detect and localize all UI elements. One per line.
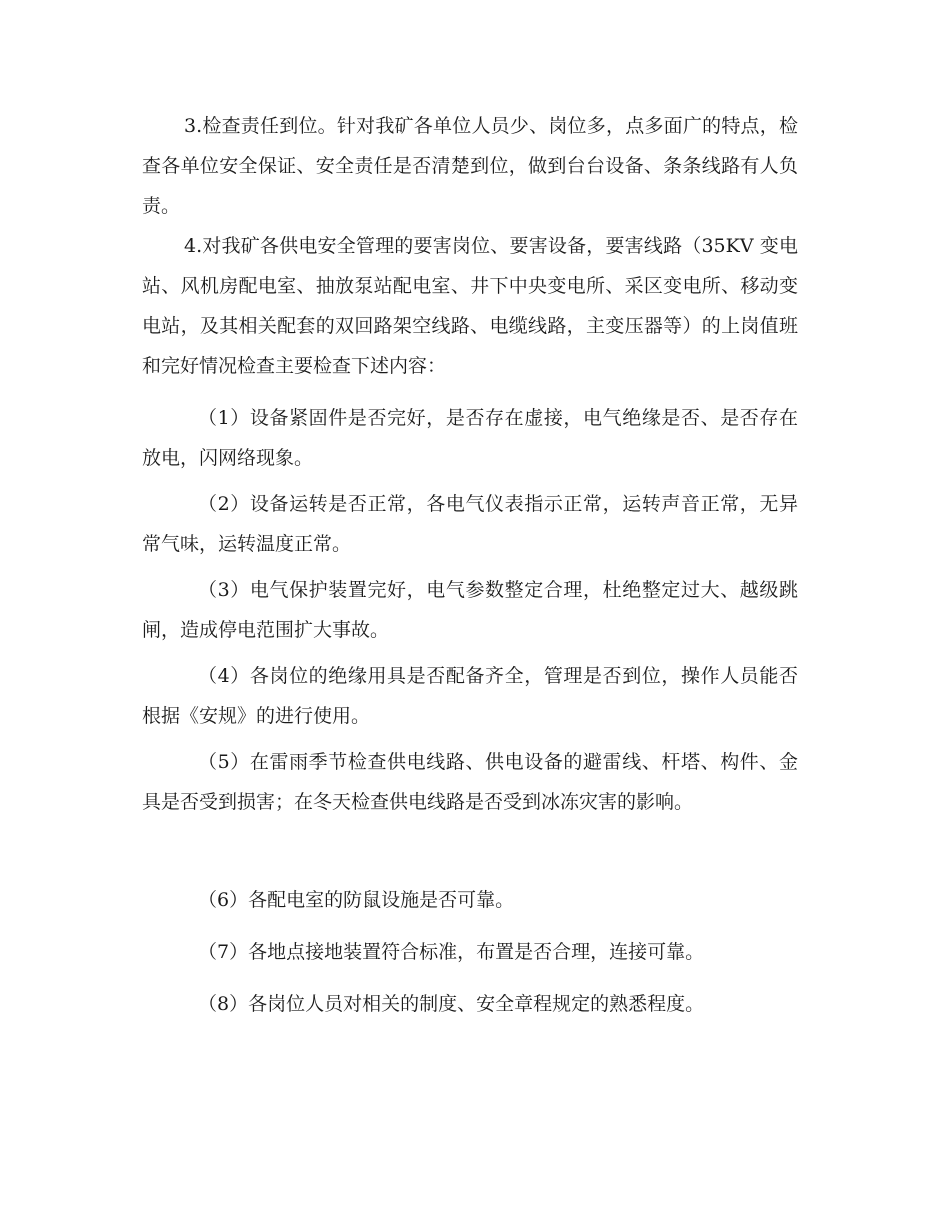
list-item-3: （3）电气保护装置完好，电气参数整定合理，杜绝整定过大、越级跳闸，造成停电范围扩大事故。	[142, 579, 798, 641]
list-item-1: （1）设备紧固件是否完好，是否存在虚接，电气绝缘是否、是否存在放电，闪网络现象。	[142, 407, 798, 469]
list-item-2: （2）设备运转是否正常，各电气仪表指示正常，运转声音正常，无异常气味，运转温度正常。	[142, 493, 798, 555]
paragraph-3: 3.检查责任到位。针对我矿各单位人员少、岗位多，点多面广的特点，检查各单位安全保证、安全责任是否清楚到位，做到台台设备、条条线路有人负责。	[142, 115, 798, 217]
list-item-8: （8）各岗位人员对相关的制度、安全章程规定的熟悉程度。	[198, 993, 705, 1015]
list-item-5: （5）在雷雨季节检查供电线路、供电设备的避雷线、杆塔、构件、金具是否受到损害；在冬天检查供电线路是否受到冰冻灾害的影响。	[142, 751, 798, 813]
list-item-6: （6）各配电室的防鼠设施是否可靠。	[198, 889, 515, 911]
list-item-7: （7）各地点接地装置符合标准，布置是否合理，连接可靠。	[198, 941, 705, 963]
list-item-4: （4）各岗位的绝缘用具是否配备齐全，管理是否到位，操作人员能否根据《安规》的进行使用。	[142, 665, 798, 727]
paragraph-4: 4.对我矿各供电安全管理的要害岗位、要害设备，要害线路（35KV 变电站、风机房配电室、抽放泵站配电室、井下中央变电所、采区变电所、移动变电站，及其相关配套的双回路架空线路、电缆线路，主变压器等）的上岗值班和完好情况检查主要检查下述内容：	[142, 235, 798, 377]
